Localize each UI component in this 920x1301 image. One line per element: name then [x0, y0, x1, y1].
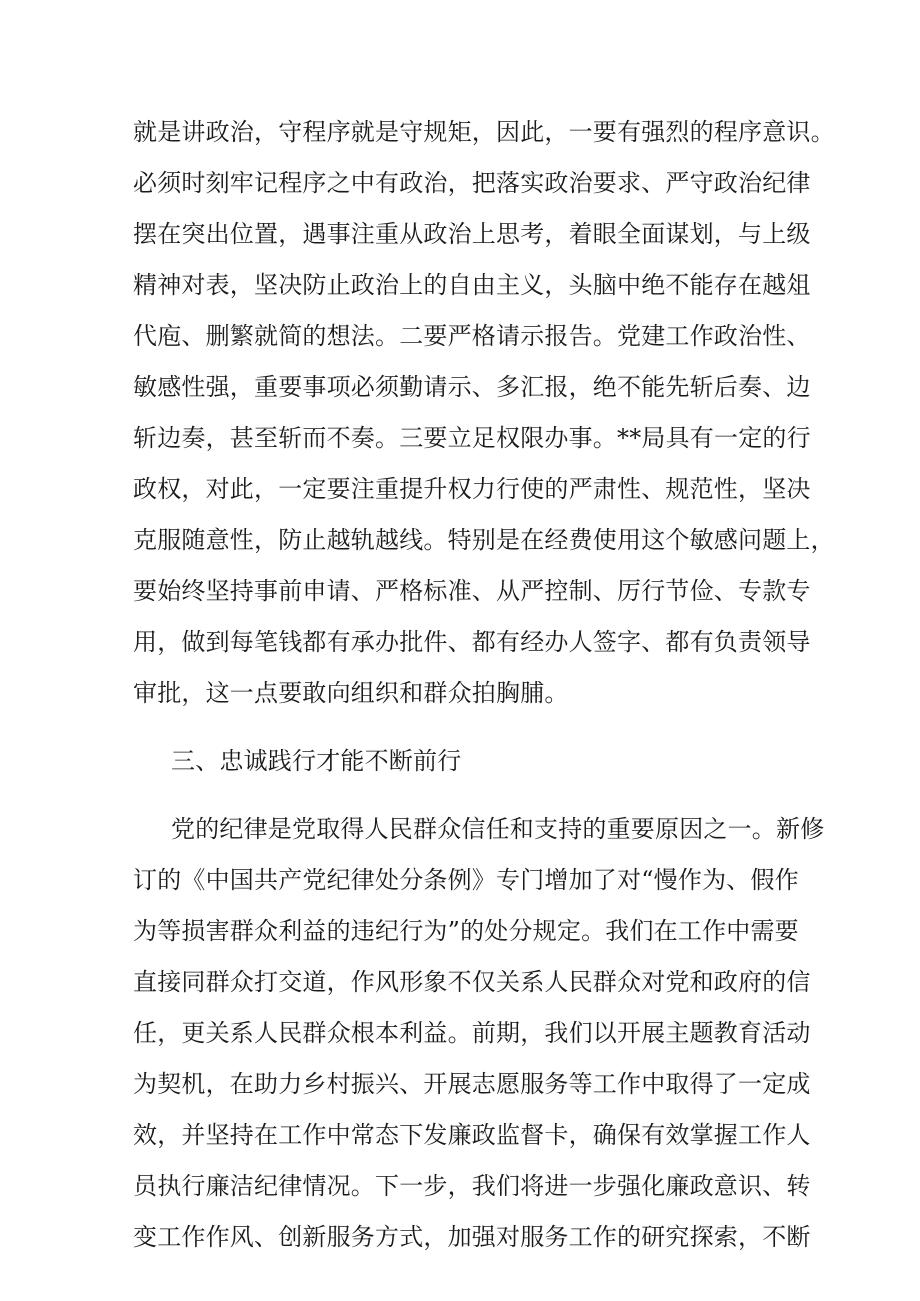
paragraph-line: 为契机，在助力乡村振兴、开展志愿服务等工作中取得了一定成: [133, 1070, 811, 1098]
paragraph-line: 精神对表，坚决防止政治上的自由主义，头脑中绝不能存在越俎: [133, 271, 811, 299]
paragraph-line: 变工作作风、创新服务方式，加强对服务工作的研究探索，不断: [133, 1223, 811, 1251]
paragraph-line: 要始终坚持事前申请、严格标准、从严控制、厉行节俭、专款专: [133, 577, 811, 605]
paragraph-line: 敏感性强，重要事项必须勤请示、多汇报，绝不能先斩后奏、边: [133, 373, 811, 401]
paragraph-line: 员执行廉洁纪律情况。下一步，我们将进一步强化廉政意识、转: [133, 1172, 811, 1200]
paragraph-line: 必须时刻牢记程序之中有政治，把落实政治要求、严守政治纪律: [133, 169, 811, 197]
paragraph-line: 直接同群众打交道，作风形象不仅关系人民群众对党和政府的信: [133, 968, 811, 996]
paragraph-line: 代庖、删繁就简的想法。二要严格请示报告。党建工作政治性、: [133, 322, 811, 350]
paragraph-line: 党的纪律是党取得人民群众信任和支持的重要原因之一。新修: [171, 815, 825, 843]
paragraph-line: 就是讲政治，守程序就是守规矩，因此，一要有强烈的程序意识。: [133, 118, 835, 146]
paragraph-line: 任，更关系人民群众根本利益。前期，我们以开展主题教育活动: [133, 1019, 811, 1047]
section-heading: 三、忠诚践行才能不断前行: [171, 747, 462, 775]
paragraph-line: 斩边奏，甚至斩而不奏。三要立足权限办事。**局具有一定的行: [133, 424, 811, 452]
paragraph-line: 审批，这一点要敢向组织和群众拍胸脯。: [133, 679, 569, 707]
paragraph-line: 摆在突出位置，遇事注重从政治上思考，着眼全面谋划，与上级: [133, 220, 811, 248]
paragraph-line: 用，做到每笔钱都有承办批件、都有经办人签字、都有负责领导: [133, 628, 811, 656]
paragraph-line: 克服随意性，防止越轨越线。特别是在经费使用这个敏感问题上，: [133, 526, 835, 554]
paragraph-line: 订的《中国共产党纪律处分条例》专门增加了对“慢作为、假作: [133, 866, 799, 894]
paragraph-line: 效，并坚持在工作中常态下发廉政监督卡，确保有效掌握工作人: [133, 1121, 811, 1149]
paragraph-line: 政权，对此，一定要注重提升权力行使的严肃性、规范性，坚决: [133, 475, 811, 503]
paragraph-line: 为等损害群众利益的违纪行为”的处分规定。我们在工作中需要: [133, 917, 799, 945]
